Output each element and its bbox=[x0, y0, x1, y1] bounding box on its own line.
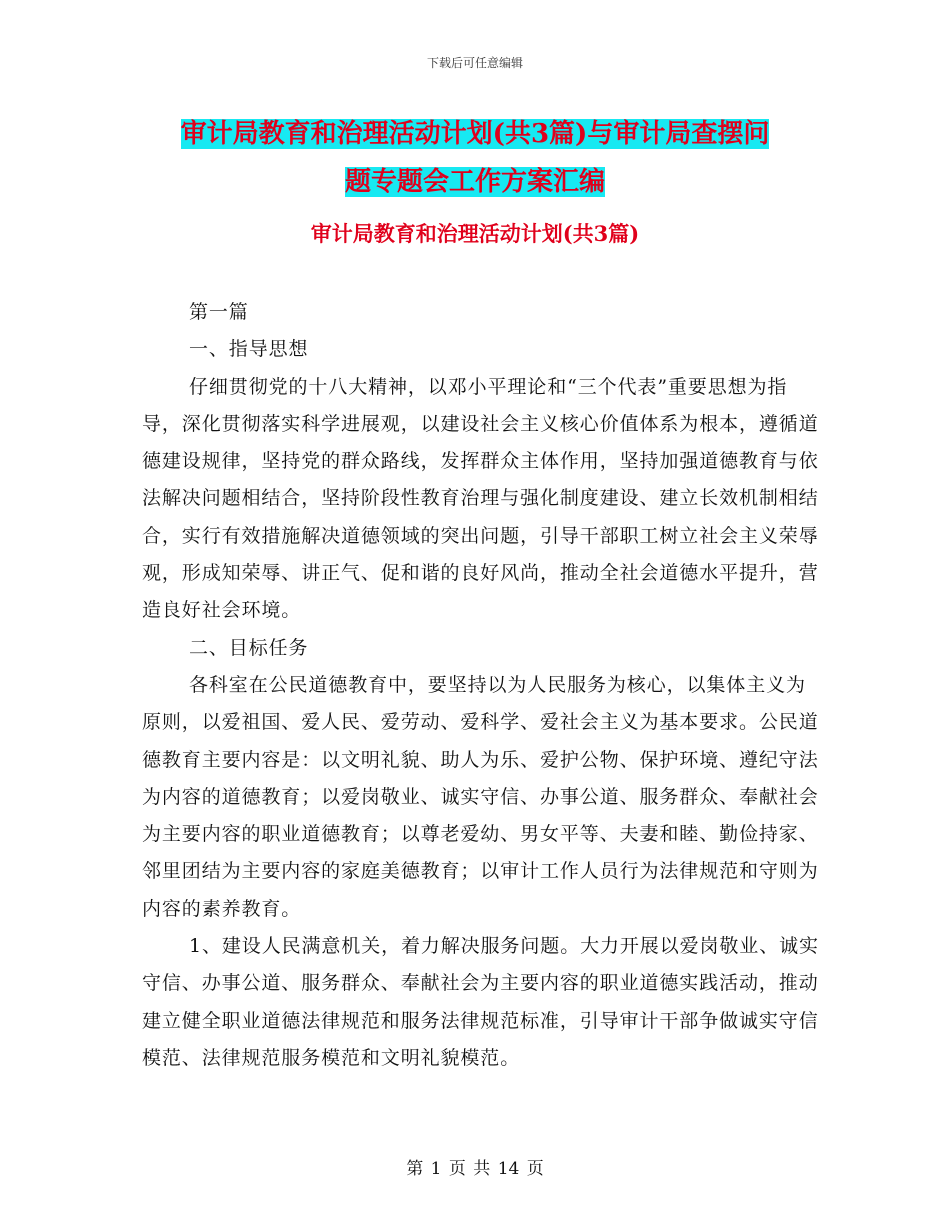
part-label: 第一篇 bbox=[189, 301, 249, 323]
title-line-2: 题专题会工作方案汇编 bbox=[344, 167, 605, 197]
heading-guiding-ideology: 一、指导思想 bbox=[189, 338, 309, 361]
paragraph-item-1: 1、建设人民满意机关，着力解决服务问题。大力开展以爱岗敬业、诚实守信、办事公道、服务群众、奉献社会为主要内容的职业道德实践活动，推动建立健全职业道德法律规范和服务法律规范标准，引导审计干部争做诚实守信模范、法律规范服务模范和文明礼貌模范。 bbox=[142, 935, 819, 1069]
paragraph-goals-tasks: 各科室在公民道德教育中，要坚持以为人民服务为核心，以集体主义为原则，以爱祖国、爱人民、爱劳动、爱科学、爱社会主义为基本要求。公民道德教育主要内容是：以文明礼貌、助人为乐、爱护公物、保护环境、遵纪守法为内容的道德教育；以爱岗敬业、诚实守信、办事公道、服务群众、奉献社会为主要内容的职业道德教育；以尊老爱幼、男女平等、夫妻和睦、勤俭持家、邻里团结为主要内容的家庭美德教育；以审计工作人员行为法律规范和守则为内容的素养教育。 bbox=[142, 673, 819, 920]
page-number: 第 1 页 共 14 页 bbox=[406, 1159, 544, 1179]
section-title: 审计局教育和治理活动计划(共3篇) bbox=[310, 221, 640, 246]
heading-goals-tasks: 二、目标任务 bbox=[189, 636, 309, 659]
document-title bbox=[140, 110, 810, 206]
paragraph-guiding-ideology: 仔细贯彻党的十八大精神，以邓小平理论和“三个代表”重要思想为指导，深化贯彻落实科学进展观，以建设社会主义核心价值体系为根本，遵循道德建设规律，坚持党的群众路线，发挥群众主体作用，坚持加强道德教育与依法解决问题相结合，坚持阶段性教育治理与强化制度建设、建立长效机制相结合，实行有效措施解决道德领域的突出问题，引导干部职工树立社会主义荣辱观，形成知荣辱、讲正气、促和谐的良好风尚，推动全社会道德水平提升，营造良好社会环境。 bbox=[142, 375, 819, 622]
document-body bbox=[142, 294, 822, 1077]
title-line-1: 审计局教育和治理活动计划(共3篇)与审计局查摆问 bbox=[180, 119, 770, 149]
header-note: 下载后可任意编辑 bbox=[426, 56, 523, 70]
